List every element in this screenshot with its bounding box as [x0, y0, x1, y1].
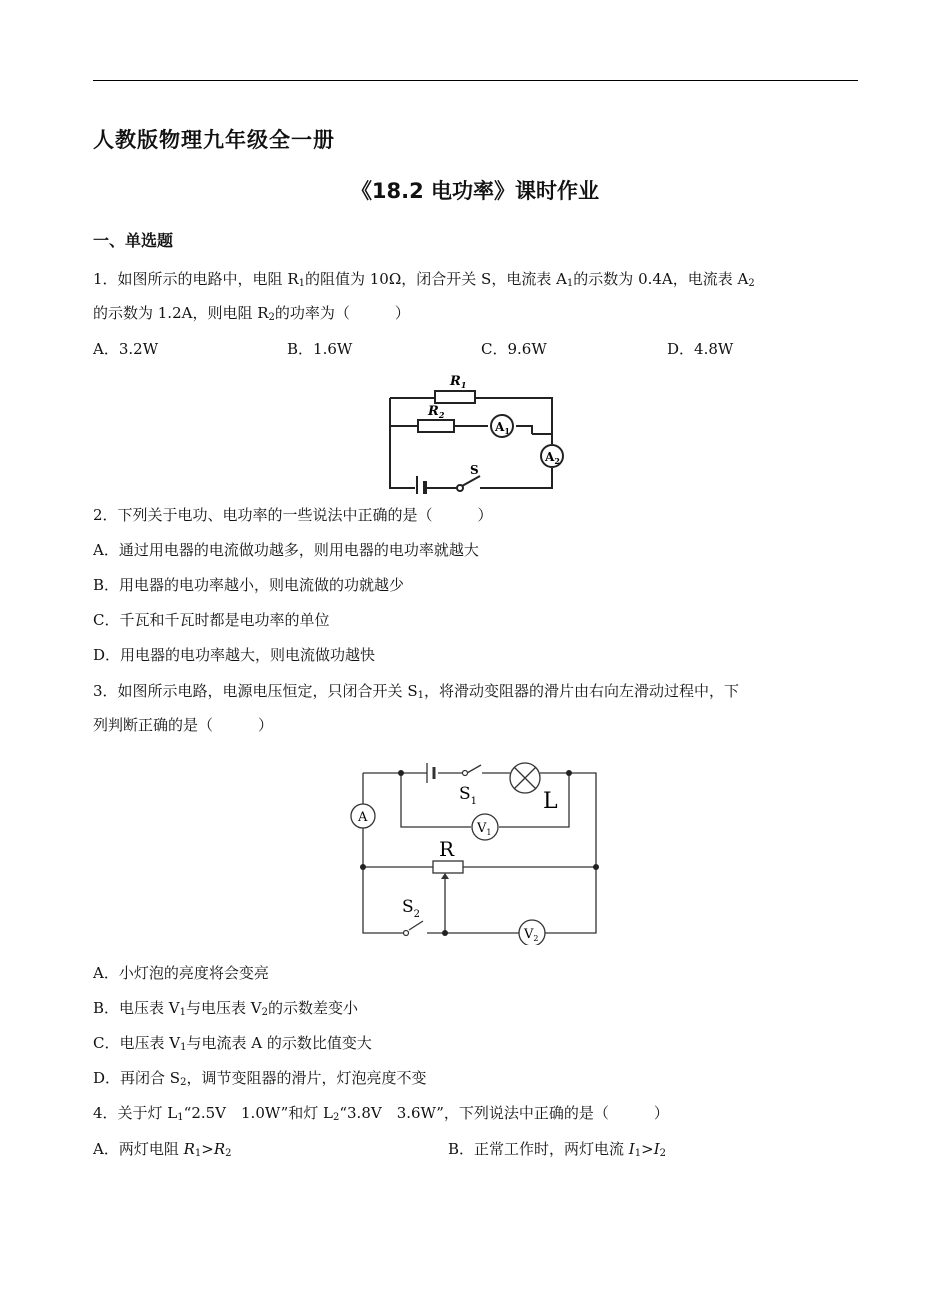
label-s2: $S_2$: [402, 897, 421, 920]
r2-resistor: [418, 420, 454, 432]
q3-stem-line1: 3．如图所示电路，电源电压恒定，只闭合开关 $S_1$，将滑动变阻器的滑片由右向左滑动过程中，下: [93, 682, 739, 701]
q2-option-b[interactable]: B．用电器的电功率越小，则电流做的功就越少: [93, 576, 405, 594]
label-r: R: [439, 837, 455, 861]
r1-resistor: [435, 391, 475, 403]
switch-contact: [457, 485, 463, 491]
label-a2: $A_2$: [545, 450, 560, 466]
rheostat-r: [433, 861, 463, 873]
q1-option-b[interactable]: B．1.6W: [287, 340, 353, 358]
q4-stem: 4．关于灯 $L_1“2.5V$ 1.0W”和灯 $L_2“3.8V$ 3.6W”，下列说法中正确的是（ ）: [93, 1104, 669, 1123]
q4-option-b[interactable]: B．正常工作时，两灯电流 $I_1>I_2$: [448, 1140, 666, 1159]
book-title: 人教版物理九年级全一册: [93, 128, 335, 152]
q3-option-d[interactable]: D．再闭合 $S_2$，调节变阻器的滑片，灯泡亮度不变: [93, 1069, 427, 1088]
lesson-title: 《18.2 电功率》课时作业: [350, 179, 600, 203]
q3-option-b[interactable]: B．电压表 $V_1$与电压表 $V_2$的示数差变小: [93, 999, 358, 1018]
q2-option-c[interactable]: C．千瓦和千瓦时都是电功率的单位: [93, 611, 330, 629]
header-rule: [93, 80, 858, 81]
q4-option-a[interactable]: A．两灯电阻 $R_1>R_2$: [93, 1140, 232, 1159]
q1-circuit-figure: [380, 368, 570, 494]
section-title: 一、单选题: [93, 231, 174, 250]
label-v1: $V_1$: [477, 821, 492, 837]
label-v2: $V_2$: [524, 927, 539, 943]
label-l: L: [543, 789, 558, 814]
label-s1: $S_1$: [459, 784, 478, 807]
q2-option-d[interactable]: D．用电器的电功率越大，则电流做功越快: [93, 646, 376, 664]
q1-stem-line2: 的示数为 1.2A，则电阻 $R_2$的功率为（ ）: [93, 304, 410, 323]
rheostat-slider: [441, 873, 449, 879]
q2-stem: 2．下列关于电功、电功率的一些说法中正确的是（ ）: [93, 506, 493, 524]
q3-circuit-figure: [345, 755, 610, 945]
q1-option-a[interactable]: A．3.2W: [93, 340, 159, 358]
q3-option-a[interactable]: A．小灯泡的亮度将会变亮: [93, 964, 269, 982]
label-s: S: [470, 463, 479, 477]
q3-option-c[interactable]: C．电压表 $V_1$与电流表 A 的示数比值变大: [93, 1034, 372, 1053]
label-a: A: [358, 810, 368, 825]
q1-option-c[interactable]: C．9.6W: [481, 340, 547, 358]
s2-contact: [404, 931, 409, 936]
q3-stem-line2: 列判断正确的是（ ）: [93, 716, 274, 734]
label-a1: $A_1$: [495, 420, 510, 436]
s1-contact: [463, 771, 468, 776]
q1-option-d[interactable]: D．4.8W: [667, 340, 734, 358]
q1-stem-line1: 1．如图所示的电路中，电阻 $R_1$的阻值为 10Ω，闭合开关 S，电流表 $A_1$的示数为 0.4A，电流表 $A_2$: [93, 270, 755, 289]
label-r2: $R_2$: [428, 404, 445, 420]
label-r1: $R_1$: [450, 374, 467, 390]
q2-option-a[interactable]: A．通过用电器的电流做功越多，则用电器的电功率就越大: [93, 541, 479, 559]
